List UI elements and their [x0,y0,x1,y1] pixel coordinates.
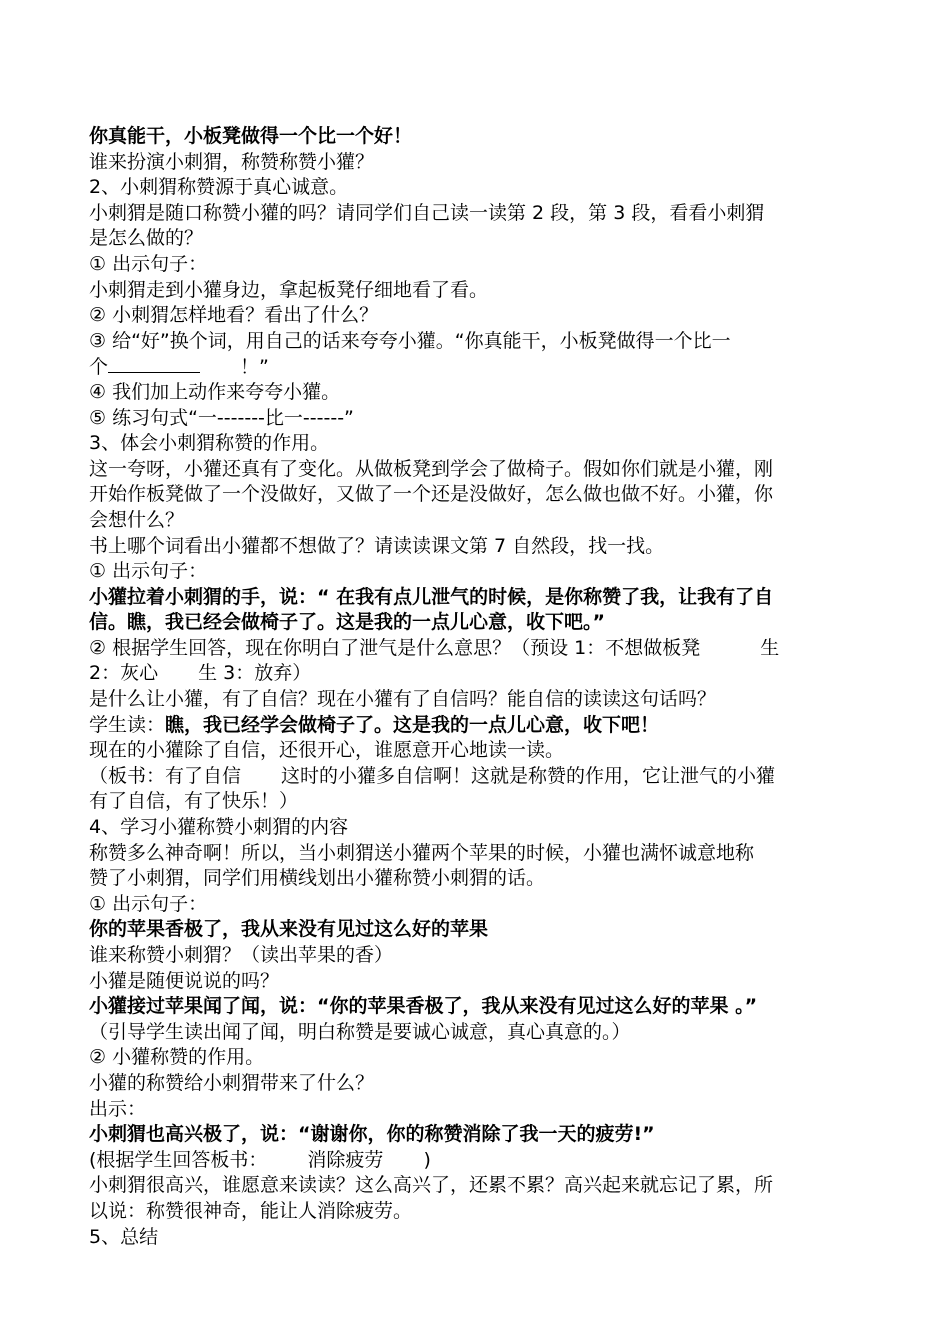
text-line [89,1148,869,1174]
bold-quote-line: 小刺猬也高兴极了，说：“谢谢你，你的称赞消除了我一天的疲劳!” [89,1123,655,1146]
text-line: ① 出示句子： [89,252,208,275]
bold-quote-line: 你的苹果香极了，我从来没有见过这么好的苹果 [89,918,489,941]
text-line: 小刺猬是随口称赞小獾的吗？请同学们自己读一读第 2 段，第 3 段，看看小刺猬 [89,201,765,224]
text-line: 会想什么？ [89,508,185,531]
text-line [89,764,869,790]
text-line: 是什么让小獾，有了自信？现在小獾有了自信吗？能自信的读读这句话吗？ [89,688,717,711]
text-line: 小獾是随便说说的吗？ [89,969,280,992]
text-line: 称赞多么神奇啊！所以，当小刺猬送小獾两个苹果的时候，小獾也满怀诚意地称 [89,841,755,864]
text-fragment: 学生读： [89,713,166,736]
text-line: ② 小獾称赞的作用。 [89,1046,265,1069]
fill-blank-line [89,354,869,380]
text-line [89,661,869,687]
bold-praise-line: 你真能干，小板凳做得一个比一个好！ [89,125,413,147]
text-line: 这一夸呀，小獾还真有了变化。从做板凳到学会了做椅子。假如你们就是小獾，刚 [89,457,774,480]
section-heading-3: 3、体会小刺猬称赞的作用。 [89,432,330,455]
text-fragment: 这时的小獾多自信啊！这就是称赞的作用，它让泄气的小獾 [281,764,776,787]
text-fragment: （板书：有了自信 [89,764,242,787]
section-heading-2: 2、小刺猬称赞源于真心诚意。 [89,176,349,199]
text-line: ⑤ 练习句式“一-------比一------” [89,406,354,429]
text-line: ③ 给“好”换个词，用自己的话来夸夸小獾。“你真能干，小板凳做得一个比一 [89,329,731,352]
text-line: 小刺猬走到小獾身边，拿起板凳仔细地看了看。 [89,278,489,301]
bold-quote-line: 小獾拉着小刺猬的手，说：“ 在我有点儿泄气的时候，是你称赞了我，让我有了自 [89,585,774,608]
document-body [89,124,869,1250]
bold-quote-line: 信。瞧，我已经会做椅子了。这是我的一点儿心意，收下吧。” [89,611,605,634]
text-line: 现在的小獾除了自信，还很开心，谁愿意开心地读一读。 [89,739,565,762]
bold-quote-line: 小獾接过苹果闻了闻，说：“你的苹果香极了，我从来没有见过这么好的苹果 。” [89,995,758,1018]
blank-underline [108,354,200,373]
text-line: 以说：称赞很神奇，能让人消除疲劳。 [89,1199,413,1222]
text-fragment: ！” [240,356,269,379]
text-line: 有了自信，有了快乐！） [89,790,299,813]
text-line: 书上哪个词看出小獾都不想做了？请读读课文第 7 自然段，找一找。 [89,534,665,557]
text-fragment: 2：灰心 [89,662,159,685]
text-line: 开始作板凳做了一个没做好，又做了一个还是没做好，怎么做也做不好。小獾，你 [89,483,774,506]
bold-quote-fragment: 瞧，我已经学会做椅子了。这是我的一点儿心意，收下吧！ [165,713,660,736]
text-fragment: 生 3：放弃） [198,662,312,685]
text-fragment: 生 [760,636,780,659]
text-line: 赞了小刺猬，同学们用横线划出小獾称赞小刺猬的话。 [89,867,546,890]
text-line [89,713,869,739]
text-line: 谁来扮演小刺猬，称赞称赞小獾？ [89,150,375,173]
section-heading-5: 5、总结 [89,1225,159,1248]
text-line: 是怎么做的？ [89,227,204,250]
text-fragment: ② 根据学生回答，现在你明白了泄气是什么意思？（预设 1：不想做板凳 [89,636,701,659]
text-line: 小獾的称赞给小刺猬带来了什么？ [89,1071,375,1094]
text-fragment: (根据学生回答板书： [89,1148,268,1171]
section-heading-4: 4、学习小獾称赞小刺猬的内容 [89,816,349,839]
text-line: ④ 我们加上动作来夸夸小獾。 [89,380,341,403]
text-line: 谁来称赞小刺猬？（读出苹果的香） [89,944,394,966]
text-line: ① 出示句子： [89,892,208,915]
text-fragment: 个 [89,356,109,379]
text-fragment: 消除疲劳 [307,1148,384,1171]
text-line: ② 小刺猬怎样地看？看出了什么？ [89,304,379,327]
text-line: 小刺猬很高兴，谁愿意来读读？这么高兴了，还累不累？高兴起来就忘记了累，所 [89,1174,774,1197]
text-line: ① 出示句子： [89,560,208,583]
text-line: （引导学生读出闻了闻，明白称赞是要诚心诚意，真心真意的。） [89,1020,631,1043]
text-fragment: ) [423,1148,431,1171]
text-line: 出示： [89,1097,147,1120]
text-line [89,636,869,662]
